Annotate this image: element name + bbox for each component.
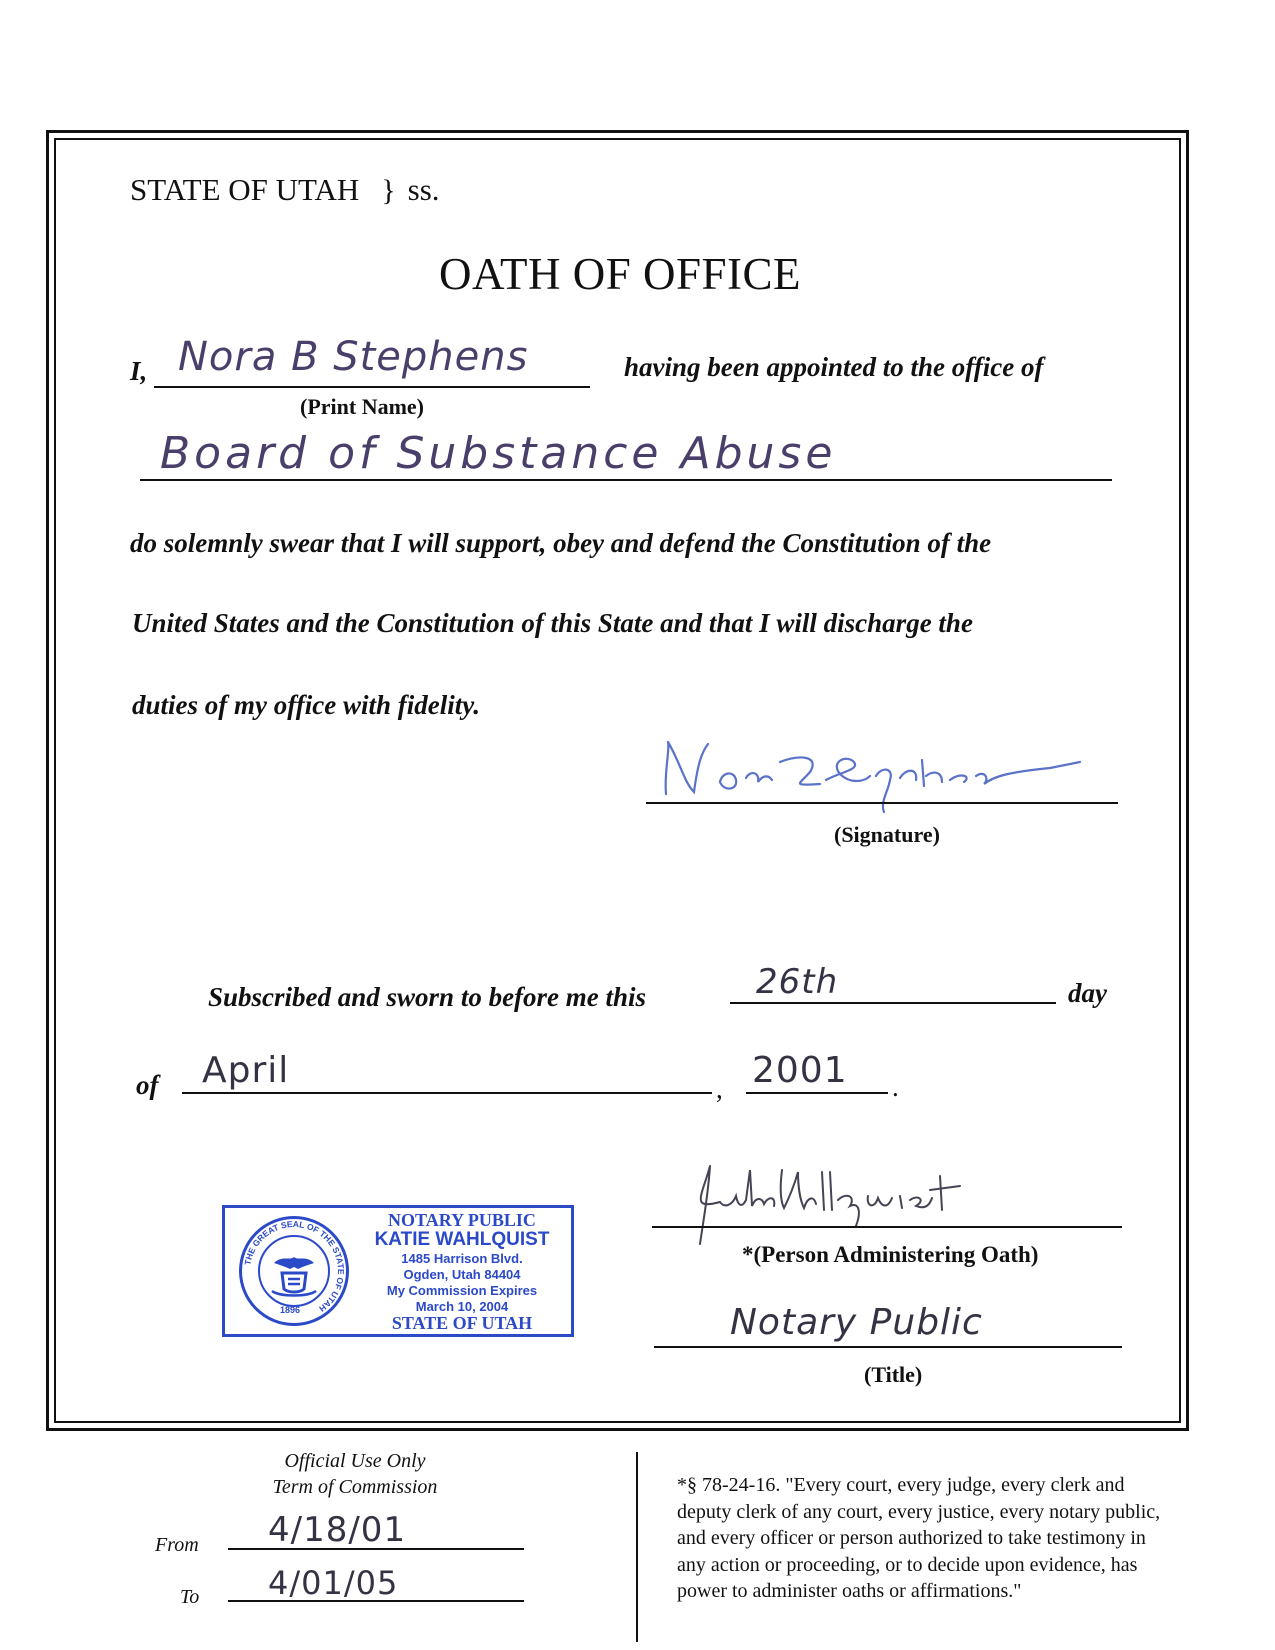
seal-text: THE GREAT SEAL OF THE STATE OF UTAH — [242, 1218, 347, 1314]
official-use-heading: Official Use Only — [284, 1450, 426, 1472]
handwritten-year: 2001 — [752, 1050, 848, 1091]
footer-divider — [636, 1452, 638, 1642]
handwritten-name: Nora B Stephens — [178, 334, 529, 380]
oath-paragraph-line-1: do solemnly swear that I will support, obey and defend the Constitution of the — [130, 528, 992, 558]
handwritten-office: Board of Substance Abuse — [160, 428, 837, 479]
title-line — [654, 1346, 1122, 1348]
statute-line-5: power to administer oaths or affirmations." — [677, 1580, 1022, 1602]
statute-line-2: deputy clerk of any court, every justice, every notary public, — [677, 1500, 1161, 1523]
signature-line — [646, 802, 1118, 804]
oath-paragraph-line-3: duties of my office with fidelity. — [132, 690, 480, 720]
print-name-label: (Print Name) — [300, 394, 425, 419]
ss-label: ss. — [407, 172, 440, 207]
stamp-expires: March 10, 2004 — [415, 1299, 509, 1314]
statute-line-3: and every officer or person authorized to take testimony in — [677, 1527, 1146, 1549]
to-label: To — [180, 1586, 200, 1608]
office-line — [140, 479, 1112, 481]
document-title: OATH OF OFFICE — [438, 249, 802, 299]
handwritten-day: 26th — [756, 962, 839, 1002]
year-period: . — [892, 1072, 899, 1102]
state-label: STATE OF UTAH — [130, 172, 360, 207]
administrator-signature — [680, 1156, 1010, 1248]
notary-stamp — [222, 1205, 574, 1337]
venue-brace: } — [381, 174, 396, 207]
state-seal — [239, 1216, 349, 1326]
name-line — [154, 386, 590, 388]
handwritten-from-date: 4/18/01 — [268, 1510, 407, 1550]
stamp-notary-public: NOTARY PUBLIC — [388, 1210, 536, 1230]
from-label: From — [155, 1534, 199, 1556]
appointed-text: having been appointed to the office of — [624, 352, 1044, 382]
handwritten-title: Notary Public — [730, 1302, 983, 1343]
year-line — [746, 1092, 888, 1094]
oath-taker-signature — [650, 732, 1090, 822]
stamp-text-block — [353, 1212, 571, 1332]
oath-prefix: I, — [130, 356, 148, 386]
venue-header — [130, 172, 440, 208]
statute-line-1: *§ 78-24-16. "Every court, every judge, every clerk and — [677, 1474, 1125, 1496]
day-label: day — [1068, 978, 1107, 1008]
seal-eagle-icon — [260, 1237, 328, 1305]
statute-citation — [677, 1472, 1207, 1605]
subscribed-text: Subscribed and sworn to before me this — [208, 982, 647, 1012]
seal-inner-ring — [258, 1235, 330, 1307]
administrator-label: *(Person Administering Oath) — [742, 1242, 1039, 1267]
title-label: (Title) — [864, 1362, 923, 1387]
stamp-state: STATE OF UTAH — [391, 1313, 533, 1333]
oath-paragraph-line-2: United States and the Constitution of this State and that I will discharge the — [132, 608, 973, 638]
month-comma: , — [716, 1074, 723, 1104]
stamp-commission: My Commission Expires — [386, 1283, 538, 1298]
of-label: of — [136, 1070, 159, 1100]
handwritten-month: April — [202, 1050, 290, 1091]
administrator-line — [652, 1226, 1122, 1228]
handwritten-to-date: 4/01/05 — [268, 1564, 399, 1602]
stamp-address-2: Ogden, Utah 84404 — [403, 1267, 521, 1282]
term-of-commission-heading: Term of Commission — [272, 1476, 438, 1498]
seal-year: 1896 — [280, 1305, 301, 1315]
stamp-address-1: 1485 Harrison Blvd. — [401, 1251, 523, 1266]
statute-line-4: any action or proceeding, or to decide upon evidence, has — [677, 1553, 1138, 1576]
stamp-notary-name: KATIE WAHLQUIST — [374, 1229, 550, 1250]
month-line — [182, 1092, 712, 1094]
signature-label: (Signature) — [834, 822, 940, 847]
day-line — [730, 1002, 1056, 1004]
